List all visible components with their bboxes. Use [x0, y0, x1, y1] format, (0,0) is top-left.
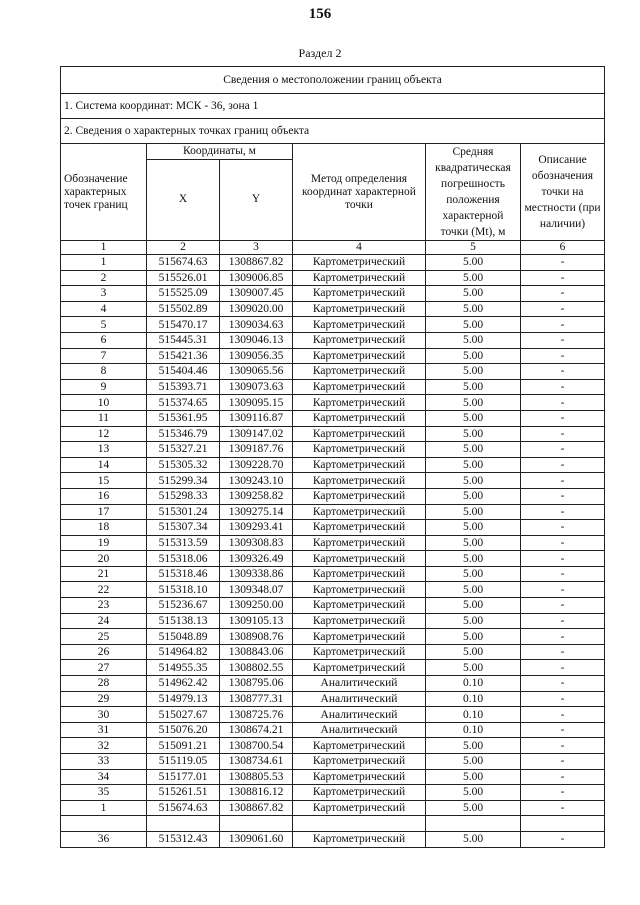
header-y: Y [220, 159, 293, 240]
table-cell: 5.00 [426, 613, 521, 629]
table-cell: 514955.35 [147, 660, 220, 676]
header-error: Средняя квадратическая погрешность положения характерной точки (Mt), м [426, 144, 521, 241]
table-cell: 0.10 [426, 722, 521, 738]
table-cell: 9 [61, 379, 147, 395]
table-row [61, 488, 605, 504]
table-cell: 5.00 [426, 457, 521, 473]
table-cell: 515327.21 [147, 442, 220, 458]
table-cell: 27 [61, 660, 147, 676]
table-cell: - [521, 691, 605, 707]
table-cell: 515027.67 [147, 707, 220, 723]
table-cell: 1309348.07 [220, 582, 293, 598]
table-cell: 25 [61, 629, 147, 645]
table-cell: 5.00 [426, 410, 521, 426]
table-cell: 5.00 [426, 598, 521, 614]
table-row [61, 535, 605, 551]
table-cell: 1308867.82 [220, 255, 293, 271]
table-cell: 5.00 [426, 629, 521, 645]
table-cell: 5.00 [426, 660, 521, 676]
table-cell: - [521, 566, 605, 582]
table-row [61, 551, 605, 567]
table-cell: 1308843.06 [220, 644, 293, 660]
table-cell: 1309065.56 [220, 364, 293, 380]
table-cell: 5.00 [426, 551, 521, 567]
table-cell: - [521, 676, 605, 692]
table-cell: 19 [61, 535, 147, 551]
table-cell: Картометрический [293, 566, 426, 582]
table-cell: 515119.05 [147, 754, 220, 770]
table-row [61, 395, 605, 411]
table-cell: - [521, 301, 605, 317]
table-cell: - [521, 442, 605, 458]
table-cell: Картометрический [293, 317, 426, 333]
table-cell: 5.00 [426, 332, 521, 348]
table-row [61, 613, 605, 629]
table-cell: 23 [61, 598, 147, 614]
table-cell: 5.00 [426, 520, 521, 536]
table-cell: 5.00 [426, 286, 521, 302]
table-cell: 515318.46 [147, 566, 220, 582]
table-cell: - [521, 488, 605, 504]
section-label: Раздел 2 [298, 46, 342, 60]
table-cell: 5.00 [426, 769, 521, 785]
table-cell: 514964.82 [147, 644, 220, 660]
table-cell: 515525.09 [147, 286, 220, 302]
table-cell: 5.00 [426, 504, 521, 520]
table-cell: 1309073.63 [220, 379, 293, 395]
table-cell: 21 [61, 566, 147, 582]
table-cell: 34 [61, 769, 147, 785]
table-cell: 5.00 [426, 800, 521, 816]
table-cell: 32 [61, 738, 147, 754]
table-cell: - [521, 504, 605, 520]
table-cell: 1308802.55 [220, 660, 293, 676]
table-row [61, 504, 605, 520]
header-x: X [147, 159, 220, 240]
table-cell: 1309338.86 [220, 566, 293, 582]
table-cell: Картометрический [293, 457, 426, 473]
table-row [61, 707, 605, 723]
table-cell: - [521, 754, 605, 770]
table-cell: 515526.01 [147, 270, 220, 286]
table-cell: 515138.13 [147, 613, 220, 629]
table-cell: Аналитический [293, 691, 426, 707]
table-cell: 5.00 [426, 364, 521, 380]
table-cell [147, 816, 220, 832]
table-row [61, 520, 605, 536]
table-cell: 16 [61, 488, 147, 504]
table-cell: 1308725.76 [220, 707, 293, 723]
table-cell: Картометрический [293, 535, 426, 551]
table-cell: Картометрический [293, 800, 426, 816]
table-cell: 5.00 [426, 395, 521, 411]
table-cell: 0.10 [426, 676, 521, 692]
coordinate-system: 1. Система координат: МСК - 36, зона 1 [61, 94, 605, 119]
table-cell: 1309228.70 [220, 457, 293, 473]
table-cell: 1 [61, 800, 147, 816]
table-cell: 4 [61, 301, 147, 317]
table-cell: 5 [61, 317, 147, 333]
table-cell: Картометрический [293, 582, 426, 598]
table-cell: 1309105.13 [220, 613, 293, 629]
table-cell [61, 816, 147, 832]
table-cell: Картометрический [293, 270, 426, 286]
table-cell: - [521, 613, 605, 629]
table-row [61, 348, 605, 364]
table-cell: 1309147.02 [220, 426, 293, 442]
table-row [61, 317, 605, 333]
table-cell: 20 [61, 551, 147, 567]
table-cell: Картометрический [293, 426, 426, 442]
table-cell: 14 [61, 457, 147, 473]
table-cell: - [521, 582, 605, 598]
table-cell: 26 [61, 644, 147, 660]
table-cell: 515421.36 [147, 348, 220, 364]
table-cell: 1309187.76 [220, 442, 293, 458]
table-row [61, 410, 605, 426]
table-cell: 515298.33 [147, 488, 220, 504]
table-cell: 12 [61, 426, 147, 442]
table-cell: 17 [61, 504, 147, 520]
table-row [61, 364, 605, 380]
table-cell: 35 [61, 785, 147, 801]
table-cell: - [521, 255, 605, 271]
table-cell: Картометрический [293, 301, 426, 317]
table-cell: 515318.10 [147, 582, 220, 598]
table-row [61, 379, 605, 395]
table-cell: 5.00 [426, 785, 521, 801]
table-cell: 28 [61, 676, 147, 692]
table-cell: 1309308.83 [220, 535, 293, 551]
table-cell: 5.00 [426, 473, 521, 489]
table-cell: - [521, 707, 605, 723]
table-cell: Картометрический [293, 660, 426, 676]
table-cell: - [521, 364, 605, 380]
table-cell: 31 [61, 722, 147, 738]
table-row [61, 800, 605, 816]
table-cell: 1309293.41 [220, 520, 293, 536]
table-cell: Картометрический [293, 410, 426, 426]
table-cell: 515318.06 [147, 551, 220, 567]
table-cell: 515404.46 [147, 364, 220, 380]
table-cell: 515236.67 [147, 598, 220, 614]
table-cell: 515261.51 [147, 785, 220, 801]
table-cell: 36 [61, 831, 147, 847]
table-cell: - [521, 800, 605, 816]
table-cell: 515674.63 [147, 800, 220, 816]
table-cell: 515393.71 [147, 379, 220, 395]
table-cell: Картометрический [293, 364, 426, 380]
table-cell: 1309056.35 [220, 348, 293, 364]
table-cell: Картометрический [293, 831, 426, 847]
table-cell: 7 [61, 348, 147, 364]
table-cell: - [521, 379, 605, 395]
table-cell: - [521, 769, 605, 785]
table-cell: 33 [61, 754, 147, 770]
table-cell: 5.00 [426, 426, 521, 442]
table-cell: 5.00 [426, 566, 521, 582]
table-cell: 1309243.10 [220, 473, 293, 489]
column-numbers-row [61, 241, 605, 255]
table-cell: - [521, 348, 605, 364]
table-cell: Картометрический [293, 379, 426, 395]
table-cell: 1309258.82 [220, 488, 293, 504]
table-cell [521, 816, 605, 832]
table-cell: Картометрический [293, 769, 426, 785]
table-row [61, 566, 605, 582]
table-cell: 1309095.15 [220, 395, 293, 411]
table-cell: Картометрический [293, 738, 426, 754]
table-cell: 1309275.14 [220, 504, 293, 520]
table-cell: 10 [61, 395, 147, 411]
table-cell: 5.00 [426, 442, 521, 458]
table-cell: 5.00 [426, 488, 521, 504]
table-cell: - [521, 332, 605, 348]
table-cell: 515301.24 [147, 504, 220, 520]
column-number: 4 [293, 241, 426, 255]
table-cell: Картометрический [293, 348, 426, 364]
table-cell: - [521, 317, 605, 333]
table-row [61, 442, 605, 458]
table-row [61, 598, 605, 614]
table-row [61, 473, 605, 489]
table-cell: - [521, 286, 605, 302]
table-row [61, 816, 605, 832]
table-cell: - [521, 598, 605, 614]
table-cell: 5.00 [426, 379, 521, 395]
table-cell: 30 [61, 707, 147, 723]
table-cell: - [521, 410, 605, 426]
table-cell: 1309007.45 [220, 286, 293, 302]
table-cell: 515091.21 [147, 738, 220, 754]
table-row [61, 286, 605, 302]
table-cell: - [521, 738, 605, 754]
table-row [61, 691, 605, 707]
table-cell: 5.00 [426, 348, 521, 364]
table-cell: - [521, 395, 605, 411]
table-cell: 5.00 [426, 270, 521, 286]
table-cell: 1308908.76 [220, 629, 293, 645]
header-description: Описание обозначения точки на местности (при наличии) [521, 144, 605, 241]
table-cell: 13 [61, 442, 147, 458]
table-row [61, 660, 605, 676]
table-row [61, 426, 605, 442]
table-cell: Картометрический [293, 598, 426, 614]
table-cell: 6 [61, 332, 147, 348]
table-cell: 515307.34 [147, 520, 220, 536]
table-cell: 5.00 [426, 831, 521, 847]
table-cell: - [521, 270, 605, 286]
table-row [61, 831, 605, 847]
table-row [61, 255, 605, 271]
table-cell: - [521, 520, 605, 536]
table-cell: 0.10 [426, 691, 521, 707]
table-cell: 5.00 [426, 738, 521, 754]
table-row [61, 676, 605, 692]
table-title: Сведения о местоположении границ объекта [61, 67, 605, 94]
table-cell: 2 [61, 270, 147, 286]
table-cell: Картометрический [293, 754, 426, 770]
table-cell: 5.00 [426, 535, 521, 551]
table-cell: - [521, 535, 605, 551]
header-point: Обозначение характерных точек границ [61, 144, 147, 241]
table-cell: Картометрический [293, 551, 426, 567]
table-row [61, 738, 605, 754]
table-cell: - [521, 473, 605, 489]
table-cell: 515374.65 [147, 395, 220, 411]
table-cell: 8 [61, 364, 147, 380]
table-cell: 1309006.85 [220, 270, 293, 286]
column-number: 5 [426, 241, 521, 255]
table-cell: Картометрический [293, 395, 426, 411]
table-cell: 515313.59 [147, 535, 220, 551]
table-cell: 1 [61, 255, 147, 271]
table-cell: 5.00 [426, 255, 521, 271]
table-cell: - [521, 629, 605, 645]
table-cell: 515299.34 [147, 473, 220, 489]
table-row [61, 722, 605, 738]
table-cell: 515470.17 [147, 317, 220, 333]
table-cell: Картометрический [293, 332, 426, 348]
table-cell: 1308816.12 [220, 785, 293, 801]
table-cell: 515305.32 [147, 457, 220, 473]
table-cell: Картометрический [293, 255, 426, 271]
table-cell: 1308795.06 [220, 676, 293, 692]
table-row [61, 582, 605, 598]
table-cell: 515076.20 [147, 722, 220, 738]
table-row [61, 769, 605, 785]
table-cell: 5.00 [426, 644, 521, 660]
table-cell: 514979.13 [147, 691, 220, 707]
table-cell: 1308805.53 [220, 769, 293, 785]
table-cell: 1309046.13 [220, 332, 293, 348]
table-cell: 515502.89 [147, 301, 220, 317]
table-cell: 5.00 [426, 301, 521, 317]
table-cell: 22 [61, 582, 147, 598]
table-cell: 515346.79 [147, 426, 220, 442]
column-number: 3 [220, 241, 293, 255]
table-cell: Аналитический [293, 707, 426, 723]
table-cell: 5.00 [426, 582, 521, 598]
table-cell: 1308777.31 [220, 691, 293, 707]
table-cell: 1309326.49 [220, 551, 293, 567]
table-cell: 515674.63 [147, 255, 220, 271]
table-cell: 3 [61, 286, 147, 302]
table-cell: 1309034.63 [220, 317, 293, 333]
table-cell: Картометрический [293, 613, 426, 629]
table-cell: - [521, 457, 605, 473]
table-row [61, 644, 605, 660]
table-cell: - [521, 551, 605, 567]
table-cell: Картометрический [293, 644, 426, 660]
table-cell: - [521, 831, 605, 847]
table-row [61, 629, 605, 645]
table-cell: 1309061.60 [220, 831, 293, 847]
table-cell: - [521, 660, 605, 676]
table-row [61, 457, 605, 473]
column-number: 1 [61, 241, 147, 255]
boundary-points-table [60, 66, 605, 848]
table-subtitle: 2. Сведения о характерных точках границ объекта [61, 119, 605, 144]
table-cell: 1308700.54 [220, 738, 293, 754]
table-cell: Картометрический [293, 488, 426, 504]
table-cell: 29 [61, 691, 147, 707]
table-cell: 24 [61, 613, 147, 629]
table-cell: 11 [61, 410, 147, 426]
column-number: 2 [147, 241, 220, 255]
table-cell: Картометрический [293, 629, 426, 645]
table-row [61, 270, 605, 286]
table-cell: Картометрический [293, 785, 426, 801]
table-cell: - [521, 644, 605, 660]
table-cell: Картометрический [293, 286, 426, 302]
header-method: Метод определения координат характерной точки [293, 144, 426, 241]
table-cell: 1309020.00 [220, 301, 293, 317]
table-cell: 515048.89 [147, 629, 220, 645]
table-cell: 5.00 [426, 754, 521, 770]
table-cell [426, 816, 521, 832]
table-cell: 515445.31 [147, 332, 220, 348]
table-row [61, 332, 605, 348]
table-cell: Аналитический [293, 676, 426, 692]
table-cell: 1308674.21 [220, 722, 293, 738]
table-cell: Картометрический [293, 442, 426, 458]
table-cell: 18 [61, 520, 147, 536]
page-number: 156 [308, 6, 332, 22]
table-cell: 1308734.61 [220, 754, 293, 770]
table-cell: Картометрический [293, 504, 426, 520]
table-cell: Картометрический [293, 520, 426, 536]
header-coords: Координаты, м [147, 144, 293, 160]
table-row [61, 754, 605, 770]
table-cell: - [521, 426, 605, 442]
table-row [61, 301, 605, 317]
table-cell: - [521, 722, 605, 738]
table-cell: 1309116.87 [220, 410, 293, 426]
table-cell [220, 816, 293, 832]
table-cell [293, 816, 426, 832]
table-row [61, 785, 605, 801]
table-cell: 515177.01 [147, 769, 220, 785]
table-cell: 1308867.82 [220, 800, 293, 816]
table-cell: 1309250.00 [220, 598, 293, 614]
table-cell: 15 [61, 473, 147, 489]
table-cell: - [521, 785, 605, 801]
table-cell: 514962.42 [147, 676, 220, 692]
table-cell: Картометрический [293, 473, 426, 489]
table-cell: 515361.95 [147, 410, 220, 426]
column-number: 6 [521, 241, 605, 255]
table-cell: 5.00 [426, 317, 521, 333]
table-cell: Аналитический [293, 722, 426, 738]
table-cell: 515312.43 [147, 831, 220, 847]
table-cell: 0.10 [426, 707, 521, 723]
